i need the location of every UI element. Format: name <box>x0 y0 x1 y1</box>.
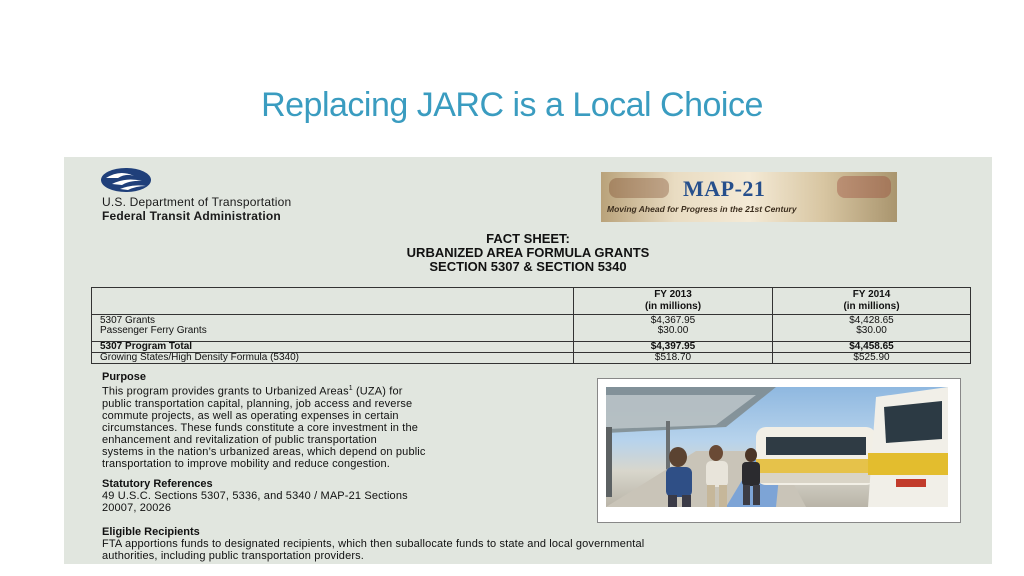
row-label: Passenger Ferry Grants <box>100 325 207 336</box>
table-header-blank <box>92 288 574 315</box>
fy2013-cell <box>574 315 773 342</box>
row-label: 5307 Program Total <box>92 342 574 353</box>
light-rail-photo-frame <box>597 378 961 523</box>
row-label: 5307 Grants <box>100 315 156 326</box>
purpose-line: systems in the nation’s urbanized areas, which depend on public <box>102 445 426 458</box>
fy2013-value: $4,397.95 <box>574 342 773 353</box>
agency-line-2: Federal Transit Administration <box>102 209 281 223</box>
purpose-line: public transportation capital, planning, job access and reverse <box>102 397 413 410</box>
banner-subtitle: Moving Ahead for Progress in the 21st Century <box>607 204 797 214</box>
statutory-heading: Statutory References <box>102 478 213 490</box>
fy2014-value: $525.90 <box>773 353 971 364</box>
dot-logo-icon <box>100 167 152 193</box>
slide-title: Replacing JARC is a Local Choice <box>261 86 763 124</box>
table-row <box>92 353 971 364</box>
table-row <box>92 315 971 342</box>
purpose-line <box>102 383 426 398</box>
fy2013-value: $518.70 <box>574 353 773 364</box>
fy2014-value: $4,428.65 <box>849 315 894 326</box>
fy2014-value: $30.00 <box>856 325 887 336</box>
header-fy2014-year: FY 2014 <box>852 289 891 300</box>
map21-banner <box>601 172 897 222</box>
row-label: Growing States/High Density Formula (5340) <box>92 353 574 364</box>
purpose-body <box>102 383 426 470</box>
header-fy2013-year: FY 2013 <box>654 289 692 300</box>
fy2013-value: $4,367.95 <box>650 315 696 326</box>
fact-sheet-document <box>64 157 992 564</box>
banner-decoration-left <box>609 178 669 198</box>
eligible-heading: Eligible Recipients <box>102 526 200 538</box>
eligible-line: FTA apportions funds to designated recipients, which then suballocate funds to state and local governmental <box>102 538 645 550</box>
statutory-line: 49 U.S.C. Sections 5307, 5336, and 5340 / MAP-21 Sections <box>102 490 408 502</box>
fact-sheet-subheading: URBANIZED AREA FORMULA GRANTS <box>406 245 650 260</box>
statutory-line: 20007, 20026 <box>102 502 172 514</box>
footnote-marker: 1 <box>348 385 353 392</box>
purpose-line-text: This program provides grants to Urbanized Areas <box>102 385 349 398</box>
table-header-row <box>92 288 971 315</box>
fy2013-value: $30.00 <box>657 325 689 336</box>
purpose-line: commute projects, as well as operating expenses in certain <box>102 409 399 422</box>
table-header-fy2014 <box>773 288 971 315</box>
table-header-fy2013 <box>574 288 773 315</box>
fy2014-cell <box>773 315 971 342</box>
eligible-line: authorities, including public transportation providers. <box>102 550 365 562</box>
purpose-line: transportation to improve mobility and reduce congestion. <box>102 457 390 470</box>
light-rail-photo <box>606 387 948 507</box>
banner-decoration-right <box>837 176 891 198</box>
purpose-line-tail: (UZA) for <box>352 385 403 398</box>
purpose-line: circumstances. These funds constitute a core investment in the <box>102 421 419 434</box>
fact-sheet-heading: FACT SHEET: <box>486 231 570 246</box>
eligible-body <box>102 538 644 562</box>
fy2014-value: $4,458.65 <box>773 342 971 353</box>
statutory-body <box>102 490 408 514</box>
light-rail-illustration <box>606 387 948 507</box>
header-fy2014-unit: (in millions) <box>843 301 900 312</box>
fact-sheet-section: SECTION 5307 & SECTION 5340 <box>429 259 627 274</box>
row-label-cell <box>92 315 574 342</box>
header-fy2013-unit: (in millions) <box>644 301 702 312</box>
agency-line-1: U.S. Department of Transportation <box>102 195 292 209</box>
purpose-heading: Purpose <box>102 371 147 383</box>
banner-title: MAP-21 <box>683 176 766 201</box>
grants-table <box>91 287 971 364</box>
purpose-line: enhancement and revitalization of public transportation <box>102 433 377 446</box>
table-row <box>92 342 971 353</box>
